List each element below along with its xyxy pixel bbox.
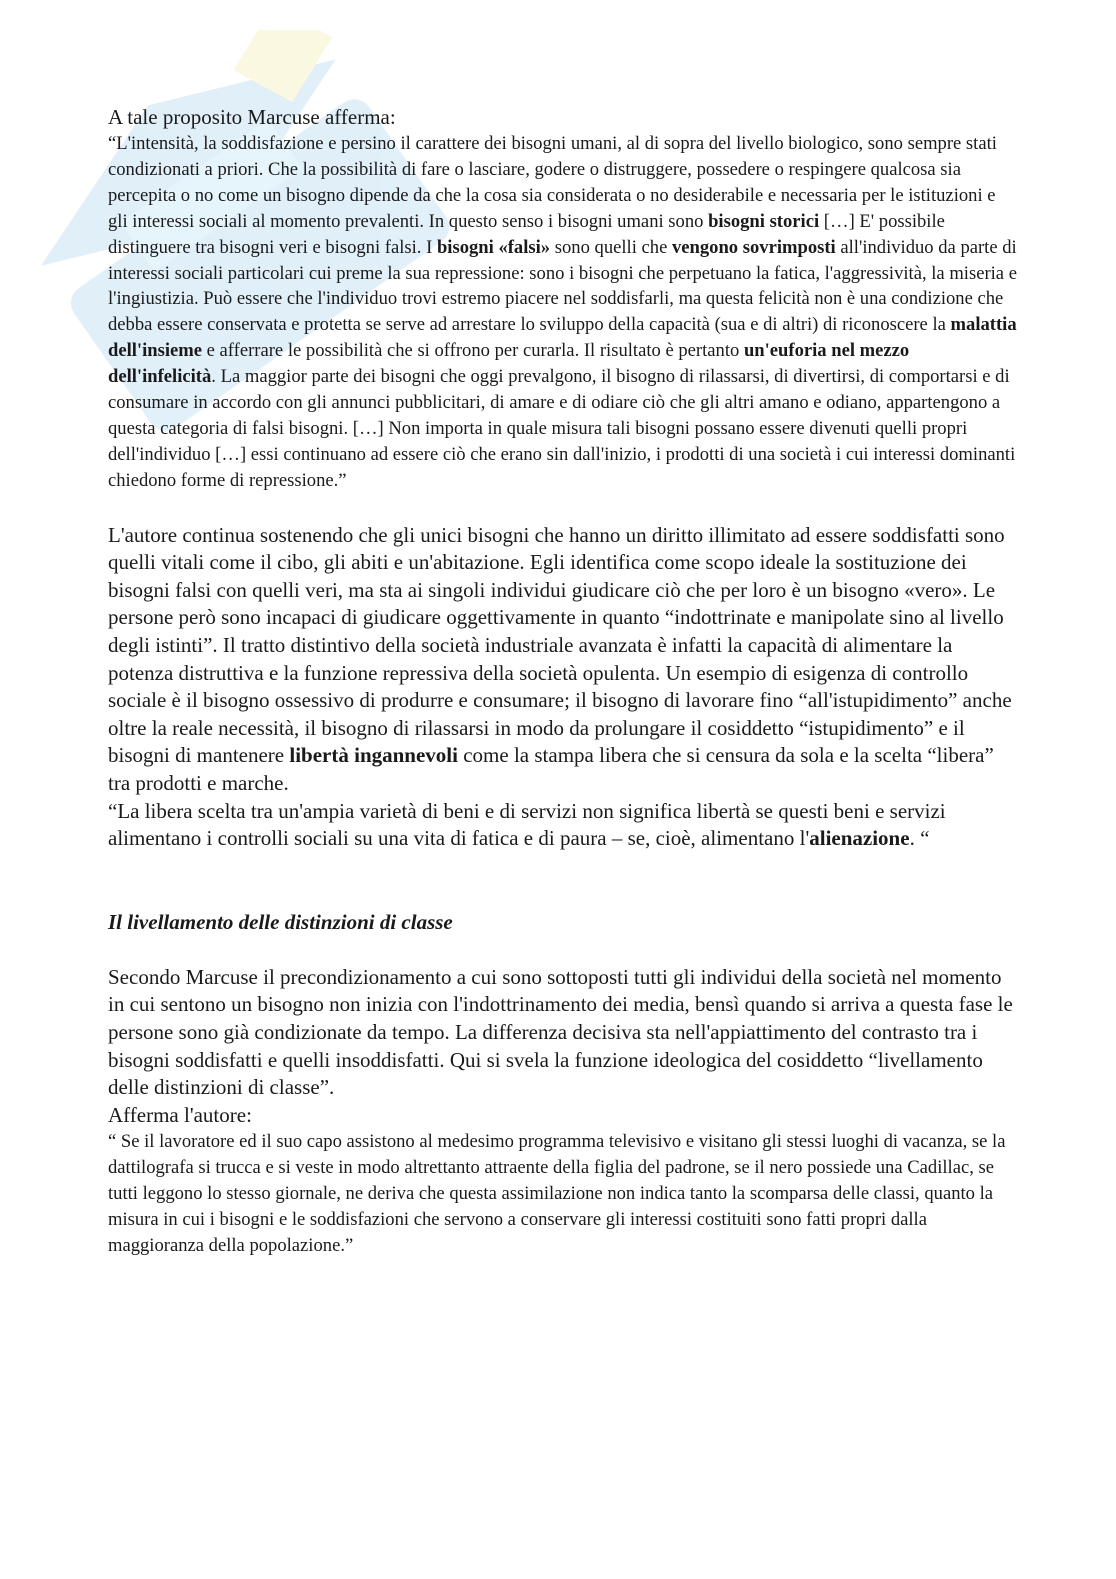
text-run: sono quelli che (550, 236, 672, 258)
text-run: “L'intensità, la soddisfazione e persino il carattere dei bisogni umani, al di sopra del livello biologico, sono sempre stati condizionati a priori. Che la possibilità di fare o lasciare, godere o distruggere, possedere o respingere qualcosa sia percepita o no come un bisogno dipende da che la cosa sia considerata o no desiderabile e necessaria per le istituzioni e gli interessi sociali al momento prevalenti. In questo senso i bisogni umani sono (108, 133, 997, 232)
section1-quote (108, 131, 1018, 494)
bold-term: un'euforia nel mezzo dell'infelicità (108, 340, 910, 388)
section2-paragraph (108, 522, 1018, 798)
text-run: . La maggior parte dei bisogni che oggi prevalgono, il bisogno di rilassarsi, di divertirsi, di comportarsi e di consumare in accordo con gli annunci pubblicitari, di amare e di odiare ciò che gli altri amano e odiano, appartengono a questa categoria di falsi bisogni. […] Non importa in quale misura tali bisogni possano essere divenuti quelli propri dell'individuo […] essi continuano ad essere ciò che erano sin dall'inizio, i prodotti di una società i cui interessi dominanti chiedono forme di repressione.” (108, 366, 1016, 491)
section1-intro: A tale proposito Marcuse afferma: (108, 105, 396, 129)
section-heading: Il livellamento delle distinzioni di classe (108, 909, 453, 934)
text-run: L'autore continua sostenendo che gli unici bisogni che hanno un diritto illimitato ad essere soddisfatti sono quelli vitali come il cibo, gli abiti e un'abitazione. Egli identifica come scopo ideale la sostituzione dei bisogni falsi con quelli veri, ma sta ai singoli individui giudicare ciò che per loro è un bisogno «vero». Le persone però sono incapaci di giudicare oggettivamente in quanto “indottrinate e manipolate sino al livello degli istinti”. Il tratto distintivo della società industriale avanzata è infatti la capacità di alimentare la potenza distruttiva e la funzione repressiva della società opulenta. Un esempio di esigenza di controllo sociale è il bisogno ossessivo di produrre e consumare; il bisogno di lavorare fino “all'istupidimento” anche oltre la reale necessità, il bisogno di rilassarsi in modo da prolungare il cosiddetto “istupidimento” e il bisogni di mantenere (108, 522, 1012, 768)
bold-term: bisogni «falsi» (436, 236, 551, 258)
bold-term: vengono sovrimposti (671, 236, 836, 258)
section3-paragraph: Secondo Marcuse il precondizionamento a cui sono sottoposti tutti gli individui della società nel momento in cui sentono un bisogno non inizia con l'indottrinamento dei media, bensì quando si arriva a questa fase le persone sono già condizionate da tempo. La differenza decisiva sta nell'appiattimento del contrasto tra i bisogni soddisfatti e quelli insoddisfatti. Qui si svela la funzione ideologica del cosiddetto “livellamento delle distinzioni di classe”. (108, 964, 1013, 1100)
bold-term: malattia dell'insieme (108, 314, 1017, 362)
bold-term: alienazione (809, 826, 910, 851)
text-run: e afferrare le possibilità che si offrono per curarla. Il risultato è pertanto (202, 340, 744, 362)
section3-intro: Afferma l'autore: (108, 1102, 252, 1127)
text-run: “La libera scelta tra un'ampia varietà di beni e di servizi non significa libertà se questi beni e servizi alimentano i controlli sociali su una vita di fatica e di paura – se, cioè, alimentano l' (108, 798, 946, 851)
document-page (108, 104, 1018, 1259)
section3-quote: “ Se il lavoratore ed il suo capo assistono al medesimo programma televisivo e visitano gli stessi luoghi di vacanza, se la dattilografa si trucca e si veste in modo altrettanto attraente della figlia del padrone, se il nero possiede una Cadillac, se tutti leggono lo stesso giornale, ne deriva che questa assimilazione non indica tanto la scomparsa delle classi, quanto la misura in cui i bisogni e le soddisfazioni che servono a conservare gli interessi costituiti sono fatti propri dalla maggioranza della popolazione.” (108, 1131, 1006, 1256)
bold-term: libertà ingannevoli (289, 743, 458, 768)
bold-term: bisogni storici (708, 210, 820, 232)
section2-quote (108, 798, 1018, 853)
text-run: come la stampa libera che si censura da sola e la scelta “libera” tra prodotti e marche. (108, 743, 994, 796)
text-run: . “ (909, 826, 930, 851)
text-run: […] E' possibile distinguere tra bisogni veri e bisogni falsi. I (108, 210, 945, 258)
text-run: all'individuo da parte di interessi sociali particolari cui preme la sua repressione: sono i bisogni che perpetuano la fatica, l'aggressività, la miseria e l'ingiustizia. Può essere che l'individuo trovi estremo piacere nel soddisfarli, ma questa felicità non è una condizione che debba essere conservata e protetta se serve ad arrestare lo sviluppo della capacità (sua e di altri) di riconoscere la (108, 236, 1017, 336)
